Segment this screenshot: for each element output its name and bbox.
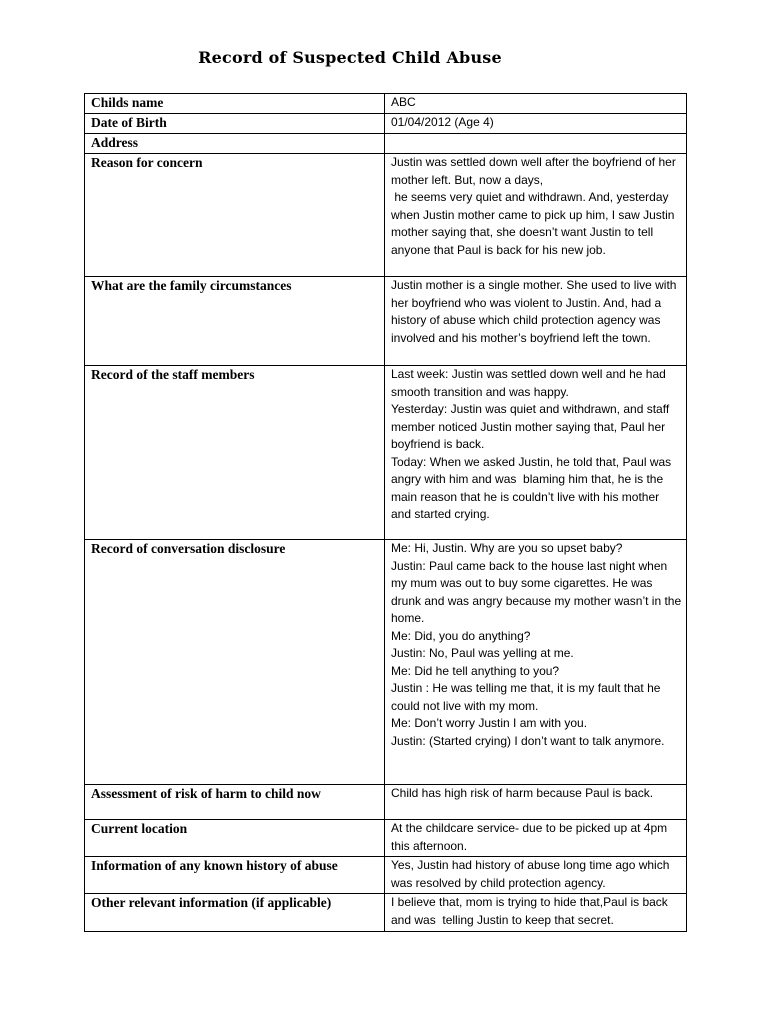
field-label: Other relevant information (if applicable) (85, 894, 385, 932)
field-value (385, 785, 687, 820)
record-row (85, 820, 687, 857)
field-value-line: ABC (391, 95, 416, 109)
field-value-line: Justin: No, Paul was yelling at me. (391, 646, 574, 660)
field-value-line: Justin : He was telling me that, it is my fault that he could not live with my mom. (391, 681, 664, 713)
field-value-line: Today: When we asked Justin, he told that, Paul was angry with him and was blaming him that, he is the main reason that he is couldn’t live with his mother and started crying. (391, 454, 675, 521)
record-row (85, 366, 687, 540)
field-value-line: Me: Hi, Justin. Why are you so upset baby? (391, 541, 623, 555)
record-row (85, 154, 687, 277)
field-label: What are the family circumstances (85, 277, 385, 366)
field-label: Record of conversation disclosure (85, 540, 385, 785)
field-label: Assessment of risk of harm to child now (85, 785, 385, 820)
field-value (385, 894, 687, 932)
field-value-line: Last week: Justin was settled down well and he had smooth transition and was happy. (391, 367, 670, 399)
field-value-line: At the childcare service- due to be picked up at 4pm this afternoon. (391, 821, 671, 853)
field-value-line: Me: Did he tell anything to you? (391, 663, 560, 678)
field-value (385, 94, 687, 114)
field-value-line: Child has high risk of harm because Paul is back. (391, 786, 654, 800)
field-value (385, 820, 687, 857)
field-value-line: I believe that, mom is trying to hide that,Paul is back and was telling Justin to keep that secret. (391, 895, 672, 927)
record-row (85, 134, 687, 154)
field-value-line: he seems very quiet and withdrawn. And, yesterday when Justin mother came to pick up him, I saw Justin mother saying that, she doesn’t want Justin to tell anyone that Paul is back for his new job. (391, 190, 678, 257)
field-value-line: Me: Don’t worry Justin I am with you. (391, 716, 588, 730)
record-row (85, 114, 687, 134)
record-row (85, 540, 687, 785)
field-value (385, 857, 687, 894)
field-value (385, 154, 687, 277)
field-value-line: Yes, Justin had history of abuse long time ago which was resolved by child protection agency. (391, 858, 673, 890)
field-value-line: Justin: (Started crying) I don’t want to talk anymore. (391, 733, 665, 748)
field-label: Childs name (85, 94, 385, 114)
record-table (84, 93, 687, 932)
field-label: Information of any known history of abuse (85, 857, 385, 894)
field-value (385, 366, 687, 540)
field-value (385, 114, 687, 134)
field-value-line (391, 134, 682, 152)
record-row (85, 857, 687, 894)
field-value-line: Yesterday: Justin was quiet and withdrawn, and staff member noticed Justin mother saying that, Paul her boyfriend is back. (391, 402, 673, 451)
field-value-line: Justin: Paul came back to the house last night when my mum was out to buy some cigarettes. He was drunk and was angry because my mother wasn’t in the home. (391, 558, 685, 625)
field-value (385, 540, 687, 785)
field-value-line: Me: Did, you do anything? (391, 628, 531, 643)
field-label: Date of Birth (85, 114, 385, 134)
field-label: Current location (85, 820, 385, 857)
record-row (85, 277, 687, 366)
field-label: Address (85, 134, 385, 154)
field-value-line: 01/04/2012 (Age 4) (391, 115, 494, 129)
field-value-line: Justin was settled down well after the boyfriend of her mother left. But, now a days, (391, 155, 680, 187)
field-value (385, 134, 687, 154)
record-table-body (85, 94, 687, 932)
record-row (85, 94, 687, 114)
field-label: Reason for concern (85, 154, 385, 277)
record-row (85, 785, 687, 820)
field-label: Record of the staff members (85, 366, 385, 540)
document-title: Record of Suspected Child Abuse (198, 48, 502, 67)
field-value (385, 277, 687, 366)
field-value-line: Justin mother is a single mother. She used to live with her boyfriend who was violent to Justin. And, had a history of abuse which child protection agency was involved and his mother’s boyfriend left the town. (391, 278, 680, 345)
record-row (85, 894, 687, 932)
